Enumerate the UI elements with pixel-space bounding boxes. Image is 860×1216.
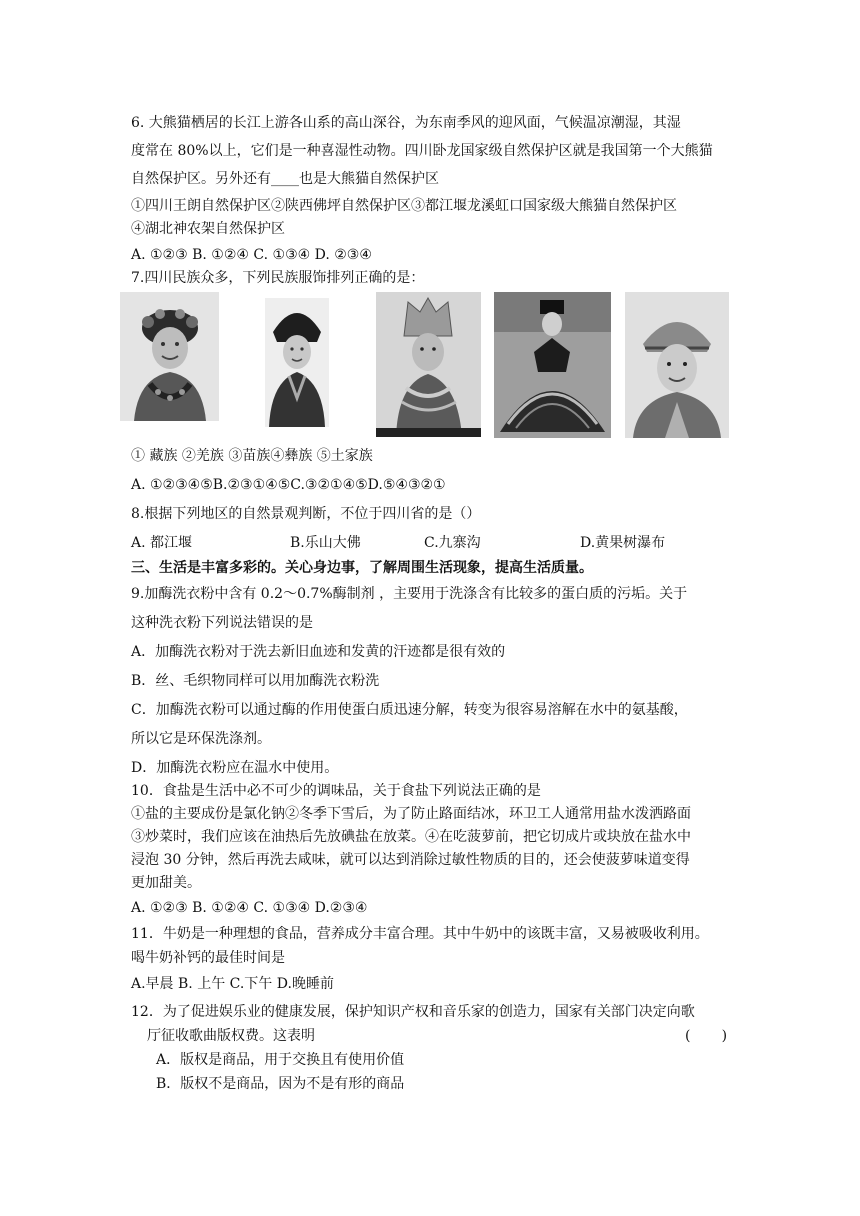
q8-option-a: A. 都江堰 [131,535,193,551]
q7-ethnic-labels: ① 藏族 ②羌族 ③苗族④彝族 ⑤土家族 [131,448,373,464]
q12-option-a: A．版权是商品，用于交换且有使用价值 [156,1052,405,1068]
q9-option-c-line-1: C．加酶洗衣粉可以通过酶的作用使蛋白质迅速分解，转变为很容易溶解在水中的氨基酸， [131,702,688,718]
section-3-heading: 三、生活是丰富多彩的。关心身边事，了解周围生活现象，提高生活质量。 [131,560,593,576]
q9-line-2: 这种洗衣粉下列说法错误的是 [131,615,313,631]
q7-options: A. ①②③④⑤B.②③①④⑤C.③②①④⑤D.⑤④③②① [131,477,446,493]
miao-costume-photo [376,292,481,437]
q11-line-2: 喝牛奶补钙的最佳时间是 [131,950,285,966]
q6-line-1: 6. 大熊猫栖居的长江上游各山系的高山深谷，为东南季风的迎风面，气候温凉潮湿，其湿 [131,115,681,131]
q9-option-b: B．丝、毛织物同样可以用加酶洗衣粉洗 [131,673,380,689]
q6-line-5: ④湖北神农架自然保护区 [131,221,285,237]
q8-stem: 8.根据下列地区的自然景观判断，不位于四川省的是（） [131,506,481,522]
q9-option-c-line-2: 所以它是环保洗涤剂。 [131,731,271,747]
tibetan-costume-photo [120,292,219,421]
q6-line-3: 自然保护区。另外还有____也是大熊猫自然保护区 [131,171,439,187]
q12-line-2: 厅征收歌曲版权费。这表明 [147,1028,315,1044]
tujia-costume-photo [625,292,729,438]
q10-line-5: 更加甜美。 [131,875,201,891]
q6-line-4: ①四川王朗自然保护区②陕西佛坪自然保护区③都江堰龙溪虹口国家级大熊猫自然保护区 [131,198,677,214]
q8-option-d: D.黄果树瀑布 [580,535,666,551]
q11-options: A.早晨 B. 上午 C.下午 D.晚睡前 [131,976,334,992]
q6-options: A. ①②③ B. ①②④ C. ①③④ D. ②③④ [131,247,372,263]
q8-option-b: B.乐山大佛 [290,535,361,551]
q7-stem: 7.四川民族众多，下列民族服饰排列正确的是： [131,270,425,286]
yi-costume-photo [494,292,611,438]
q9-option-d: D．加酶洗衣粉应在温水中使用。 [131,760,339,776]
q10-line-4: 浸泡 30 分钟，然后再洗去咸味，就可以达到消除过敏性物质的目的，还会使菠萝味道变得 [131,852,690,868]
qiang-costume-photo [265,298,329,427]
q9-option-a: A．加酶洗衣粉对于洗去新旧血迹和发黄的汗迹都是很有效的 [131,644,506,660]
q9-line-1: 9.加酶洗衣粉中含有 0.2～0.7%酶制剂 ，主要用于洗涤含有比较多的蛋白质的污垢。关于 [131,586,688,602]
q8-option-c: C.九寨沟 [424,535,481,551]
q12-line-1: 12．为了促进娱乐业的健康发展，保护知识产权和音乐家的创造力，国家有关部门决定向歌 [131,1004,695,1020]
q10-options: A. ①②③ B. ①②④ C. ①③④ D.②③④ [131,900,368,916]
q6-line-2: 度常在 80%以上，它们是一种喜湿性动物。四川卧龙国家级自然保护区就是我国第一个大熊猫 [131,143,713,159]
q12-option-b: B．版权不是商品，因为不是有形的商品 [156,1076,405,1092]
q10-line-3: ③炒菜时，我们应该在油热后先放碘盐在放菜。④在吃菠萝前，把它切成片或块放在盐水中 [131,829,691,845]
q12-answer-blank: ( ) [685,1028,728,1044]
q10-stem: 10．食盐是生活中必不可少的调味品，关于食盐下列说法正确的是 [131,783,541,799]
q11-line-1: 11．牛奶是一种理想的食品，营养成分丰富合理。其中牛奶中的该既丰富，又易被吸收利用。 [131,926,709,942]
q10-line-2: ①盐的主要成份是氯化钠②冬季下雪后，为了防止路面结冰，环卫工人通常用盐水泼洒路面 [131,806,691,822]
